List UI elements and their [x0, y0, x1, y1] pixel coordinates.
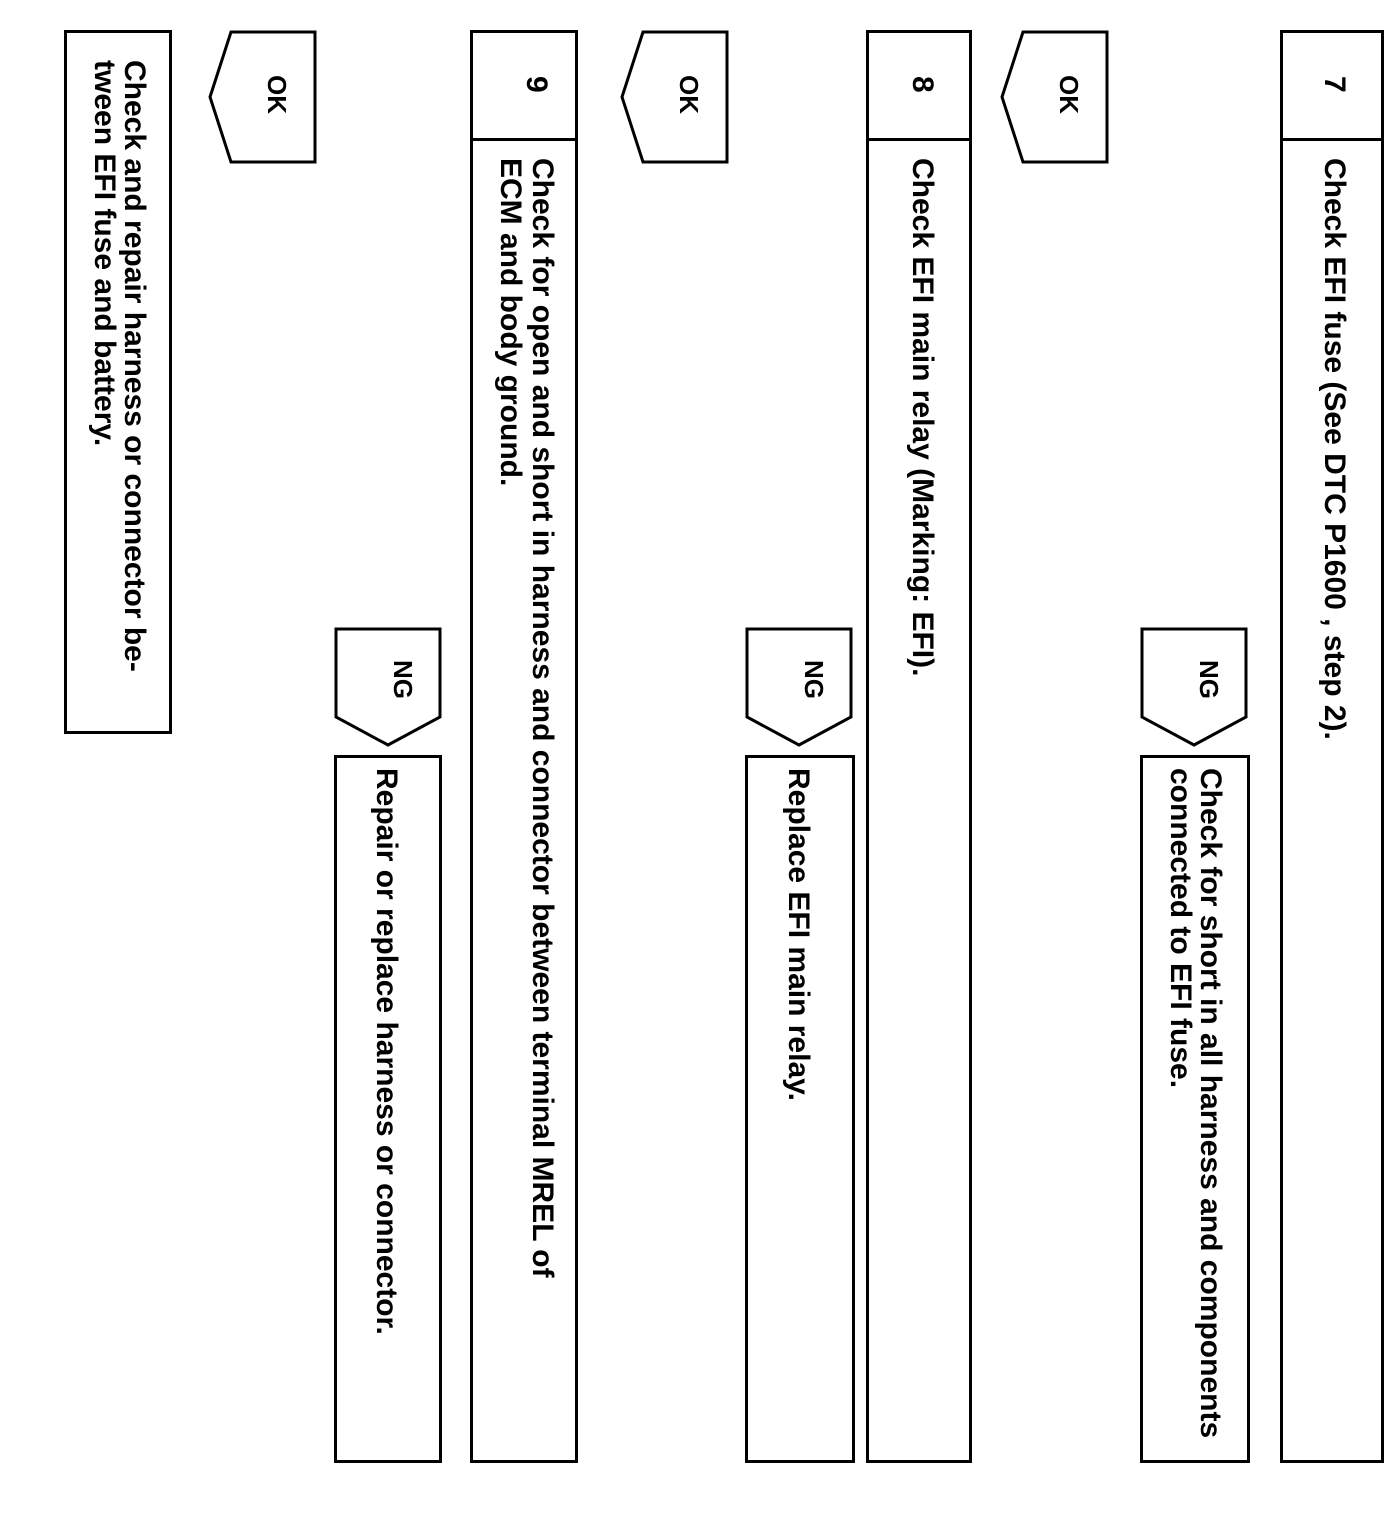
ok-label-9: OK [262, 75, 292, 114]
step-8-number: 8 [906, 76, 939, 93]
step-7-number: 7 [1318, 76, 1351, 93]
ok-label-8: OK [674, 75, 704, 114]
step-9-number: 9 [520, 76, 553, 93]
step-9-line1: Check for open and short in harness and connector between terminal MREL of [526, 158, 559, 1278]
ng-label-7: NG [1194, 660, 1224, 699]
ng-result-8-text: Replace EFI main relay. [782, 768, 815, 1101]
ng-label-9: NG [388, 660, 418, 699]
step-9-line2: ECM and body ground. [494, 158, 527, 487]
ng-label-8: NG [799, 660, 829, 699]
ok-result-9-line1: Check and repair harness or connector be- [118, 60, 151, 672]
step-7-text: Check EFI fuse (See DTC P1600 , step 2). [1318, 158, 1351, 740]
ng-result-9-text: Repair or replace harness or connector. [370, 768, 403, 1335]
ok-result-9-line2: tween EFI fuse and battery. [88, 60, 121, 447]
ng-result-7-line2: connected to EFI fuse. [1164, 768, 1197, 1089]
ok-label-7: OK [1054, 75, 1084, 114]
ng-result-7-line1: Check for short in all harness and components [1194, 768, 1227, 1439]
step-8-text: Check EFI main relay (Marking: EFI). [906, 158, 939, 677]
